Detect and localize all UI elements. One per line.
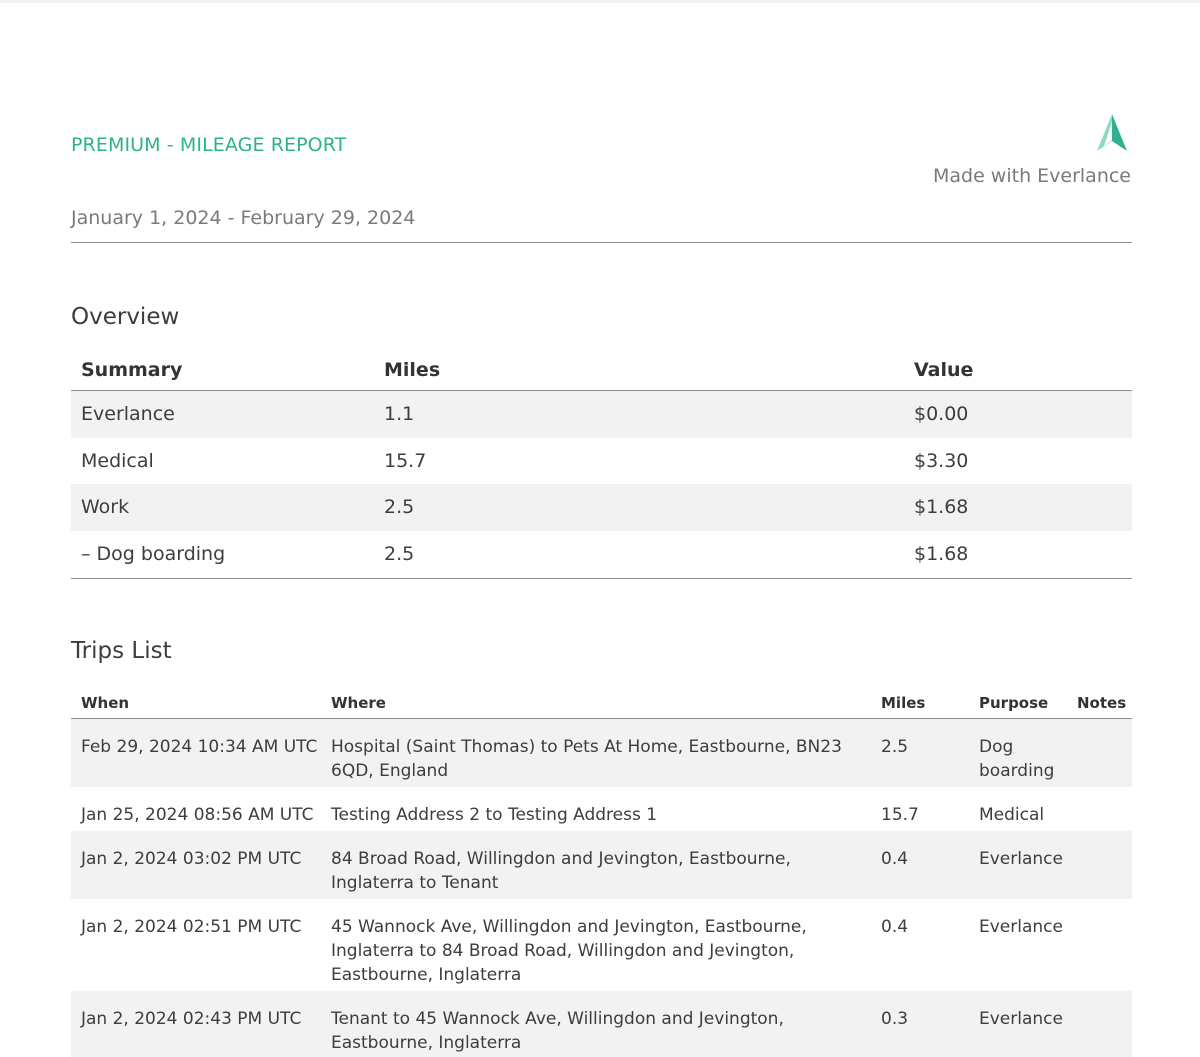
table-row [71, 484, 1132, 531]
value-cell: $3.30 [914, 449, 969, 472]
overview-table-bottom-rule [71, 578, 1132, 579]
column-header-miles: Miles [384, 359, 441, 381]
trips-heading: Trips List [71, 638, 172, 664]
overview-heading: Overview [71, 304, 180, 330]
trips-table-header [71, 690, 1132, 719]
where-cell: Tenant to 45 Wannock Ave, Willingdon and Jevington, Eastbourne, Inglaterra [331, 1009, 784, 1053]
when-cell: Jan 25, 2024 08:56 AM UTC [81, 805, 314, 825]
column-header-where: Where [331, 694, 386, 712]
header-divider [71, 242, 1132, 243]
when-cell: Jan 2, 2024 03:02 PM UTC [81, 849, 302, 869]
report-title: PREMIUM - MILEAGE REPORT [71, 134, 347, 156]
summary-cell: Everlance [81, 403, 175, 425]
miles-cell: 0.4 [881, 849, 909, 869]
table-row [71, 531, 1132, 578]
column-header-summary: Summary [81, 359, 183, 381]
table-row [71, 391, 1132, 438]
everlance-arrow-icon [1094, 112, 1128, 154]
date-range: January 1, 2024 - February 29, 2024 [71, 207, 416, 229]
when-cell: Jan 2, 2024 02:43 PM UTC [81, 1009, 302, 1029]
summary-cell: Work [81, 496, 130, 519]
value-cell: $1.68 [914, 543, 969, 566]
table-row [71, 787, 1132, 831]
column-header-when: When [81, 694, 130, 712]
table-row [71, 899, 1132, 991]
when-cell: Feb 29, 2024 10:34 AM UTC [81, 737, 318, 757]
trips-table [71, 690, 1132, 1057]
purpose-cell: Everlance [979, 1009, 1063, 1029]
when-cell: Jan 2, 2024 02:51 PM UTC [81, 917, 302, 937]
miles-cell: 1.1 [384, 403, 415, 425]
table-row [71, 438, 1132, 485]
column-header-purpose: Purpose [979, 694, 1049, 712]
purpose-cell: Dog boarding [979, 737, 1055, 781]
table-row [71, 719, 1132, 787]
column-header-value: Value [914, 359, 974, 381]
miles-cell: 2.5 [881, 737, 909, 757]
column-header-miles: Miles [881, 694, 926, 712]
miles-cell: 2.5 [384, 543, 415, 566]
summary-cell: – Dog boarding [81, 543, 226, 566]
miles-cell: 0.4 [881, 917, 909, 937]
where-cell: 45 Wannock Ave, Willingdon and Jevington, Eastbourne, Inglaterra to 84 Broad Road, Willingdon and Jevington, Eastbourne, Inglaterra [331, 917, 807, 985]
miles-cell: 15.7 [384, 449, 427, 472]
column-header-notes: Notes [1077, 694, 1127, 712]
purpose-cell: Everlance [979, 849, 1063, 869]
table-row [71, 991, 1132, 1057]
purpose-cell: Medical [979, 805, 1045, 825]
made-with-label: Made with Everlance [932, 165, 1131, 187]
value-cell: $1.68 [914, 496, 969, 519]
where-cell: Testing Address 2 to Testing Address 1 [331, 805, 658, 825]
where-cell: 84 Broad Road, Willingdon and Jevington, Eastbourne, Inglaterra to Tenant [331, 849, 791, 893]
miles-cell: 15.7 [881, 805, 919, 825]
purpose-cell: Everlance [979, 917, 1063, 937]
where-cell: Hospital (Saint Thomas) to Pets At Home, Eastbourne, BN23 6QD, England [331, 737, 842, 781]
miles-cell: 0.3 [881, 1009, 909, 1029]
top-divider [0, 0, 1200, 3]
table-row [71, 831, 1132, 899]
summary-cell: Medical [81, 449, 154, 472]
overview-table [71, 355, 1132, 579]
miles-cell: 2.5 [384, 496, 415, 519]
overview-table-header [71, 355, 1132, 391]
value-cell: $0.00 [914, 403, 969, 425]
